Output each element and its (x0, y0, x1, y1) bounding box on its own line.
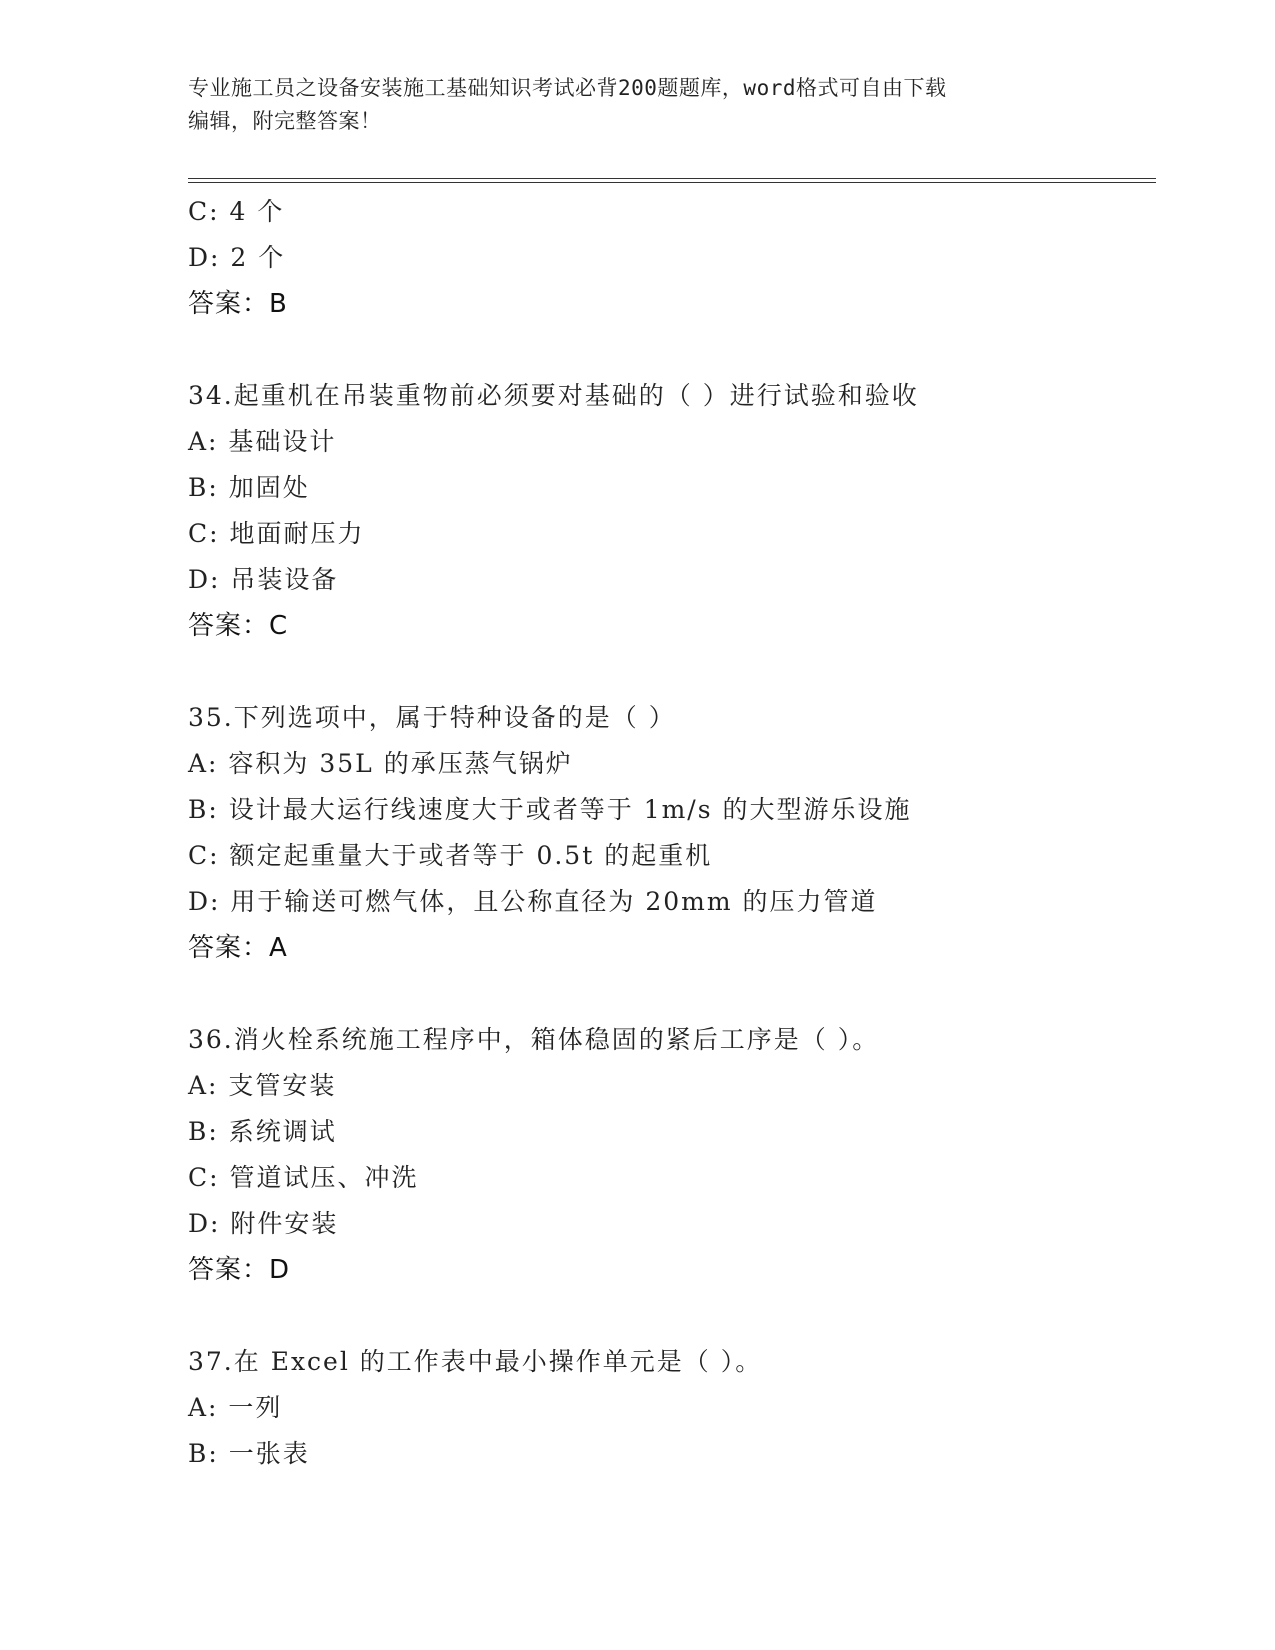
spacer (188, 971, 1168, 1017)
option-d: D: 2 个 (188, 243, 286, 272)
spacer (188, 327, 1168, 373)
option-c: C: 管道试压、冲洗 (188, 1163, 419, 1192)
question-36 (188, 1017, 1168, 1293)
question-34 (188, 373, 1168, 649)
header-rule-bottom (188, 182, 1156, 183)
option-a: A: 基础设计 (188, 427, 337, 456)
document-header (188, 72, 1088, 138)
answer-line: 答案：B (188, 289, 288, 319)
option-a: A: 支管安装 (188, 1071, 337, 1100)
question-37 (188, 1339, 1168, 1477)
option-c: C: 额定起重量大于或者等于 0.5t 的起重机 (188, 841, 713, 870)
option-d: D: 吊装设备 (188, 565, 339, 594)
question-33-continued (188, 189, 1168, 327)
document-body (188, 189, 1168, 1477)
question-35 (188, 695, 1168, 971)
question-stem: 37.在 Excel 的工作表中最小操作单元是（ ）。 (188, 1347, 763, 1376)
header-rule-top (188, 178, 1156, 179)
question-stem: 36.消火栓系统施工程序中，箱体稳固的紧后工序是（ ）。 (188, 1025, 880, 1054)
option-a: A: 一列 (188, 1393, 283, 1422)
option-b: B: 系统调试 (188, 1117, 337, 1146)
spacer (188, 649, 1168, 695)
option-d: D: 附件安装 (188, 1209, 339, 1238)
option-b: B: 加固处 (188, 473, 310, 502)
question-stem: 35.下列选项中，属于特种设备的是（ ） (188, 703, 676, 732)
header-title-line-2: 编辑，附完整答案！ (188, 109, 382, 133)
option-b: B: 一张表 (188, 1439, 310, 1468)
option-a: A: 容积为 35L 的承压蒸气锅炉 (188, 749, 573, 778)
answer-line: 答案：D (188, 1255, 291, 1285)
answer-line: 答案：A (188, 933, 288, 963)
option-d: D: 用于输送可燃气体，且公称直径为 20mm 的压力管道 (188, 887, 878, 916)
question-stem: 34.起重机在吊装重物前必须要对基础的（ ）进行试验和验收 (188, 381, 919, 410)
option-c: C: 4 个 (188, 197, 285, 226)
answer-line: 答案：C (188, 611, 289, 641)
spacer (188, 1293, 1168, 1339)
header-title-line-1: 专业施工员之设备安装施工基础知识考试必背200题题库，word格式可自由下载 (188, 76, 947, 100)
option-b: B: 设计最大运行线速度大于或者等于 1m/s 的大型游乐设施 (188, 795, 912, 824)
option-c: C: 地面耐压力 (188, 519, 365, 548)
